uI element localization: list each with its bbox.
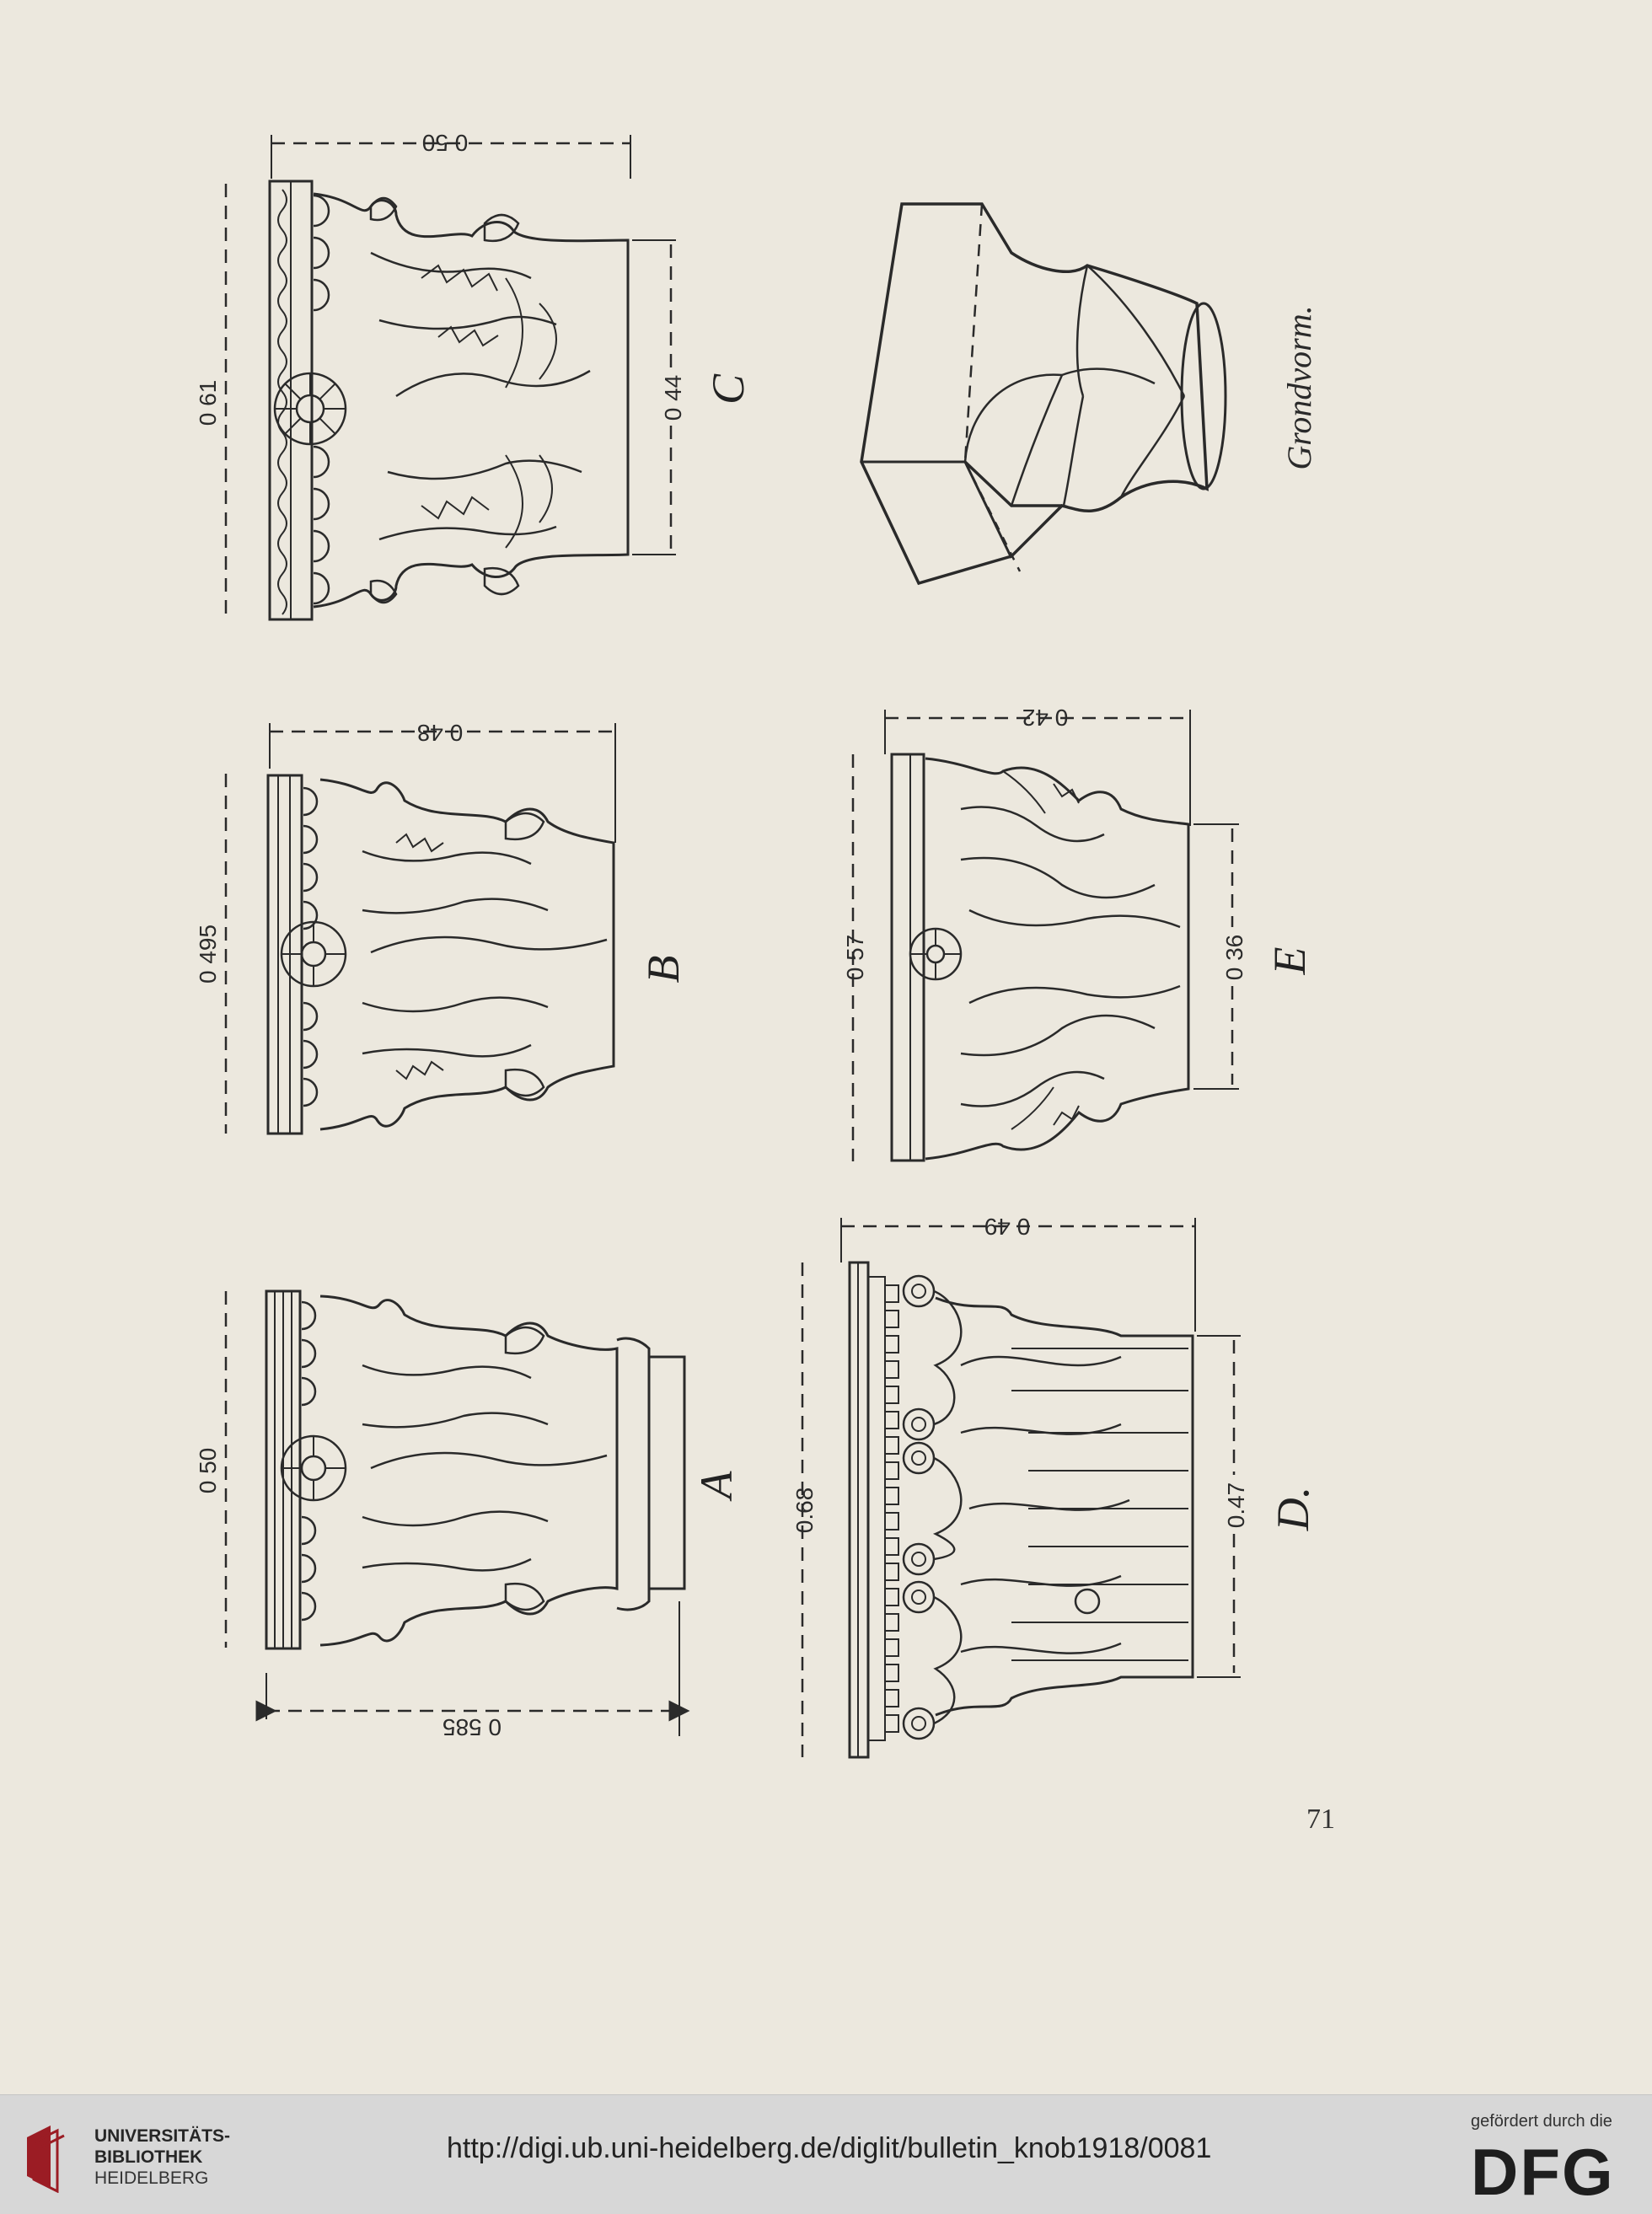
library-line-2: BIBLIOTHEK xyxy=(94,2147,203,2167)
capital-b-drawing xyxy=(226,723,615,1134)
capital-a-drawing xyxy=(226,1291,684,1736)
dimension-c-shaft: 0 44 xyxy=(660,374,686,421)
library-line-1: UNIVERSITÄTS- xyxy=(94,2126,231,2146)
dimension-b-width: 0 48 xyxy=(416,720,464,746)
grondvorm-drawing xyxy=(861,204,1226,583)
dimension-d-width: 0 49 xyxy=(984,1214,1031,1240)
permalink-url[interactable]: http://digi.ub.uni-heidelberg.de/diglit/bulletin_knob1918/0081 xyxy=(447,2132,1212,2164)
figure-letter-a: A xyxy=(691,1471,742,1499)
dimension-e-shaft: 0 36 xyxy=(1221,934,1247,981)
digitization-footer xyxy=(0,2094,1652,2214)
dimension-c-height: 0 61 xyxy=(195,379,221,426)
figure-letter-c: C xyxy=(703,373,754,405)
capital-c-drawing xyxy=(226,135,676,620)
dfg-logo-icon xyxy=(1471,2137,1635,2205)
dimension-e-width: 0 42 xyxy=(1022,705,1069,731)
figure-letter-d: D. xyxy=(1268,1486,1318,1531)
university-library-name xyxy=(94,2126,230,2189)
figure-letter-e: E xyxy=(1264,946,1315,975)
dimension-a-width: 0 585 xyxy=(442,1714,502,1740)
grondvorm-caption: Grondvorm. xyxy=(1280,305,1318,470)
dimension-d-height: 0.68 xyxy=(791,1487,818,1534)
capital-d-drawing xyxy=(802,1218,1241,1757)
dimension-b-height: 0 495 xyxy=(195,924,221,984)
dimension-d-shaft: 0.47 xyxy=(1223,1482,1249,1529)
figure-letter-b: B xyxy=(638,955,689,984)
library-line-3: HEIDELBERG xyxy=(94,2168,209,2188)
dimension-a-height: 0 50 xyxy=(195,1447,221,1494)
page-number: 71 xyxy=(1306,1804,1335,1835)
capital-e-drawing xyxy=(853,710,1239,1161)
funding-note: gefördert durch die xyxy=(1471,2112,1612,2131)
dfg-logo-text: DFG xyxy=(1471,2137,1615,2205)
dimension-c-width: 0 50 xyxy=(421,130,469,156)
dimension-e-height: 0 57 xyxy=(842,934,868,981)
university-library-logo-icon xyxy=(19,2120,91,2193)
